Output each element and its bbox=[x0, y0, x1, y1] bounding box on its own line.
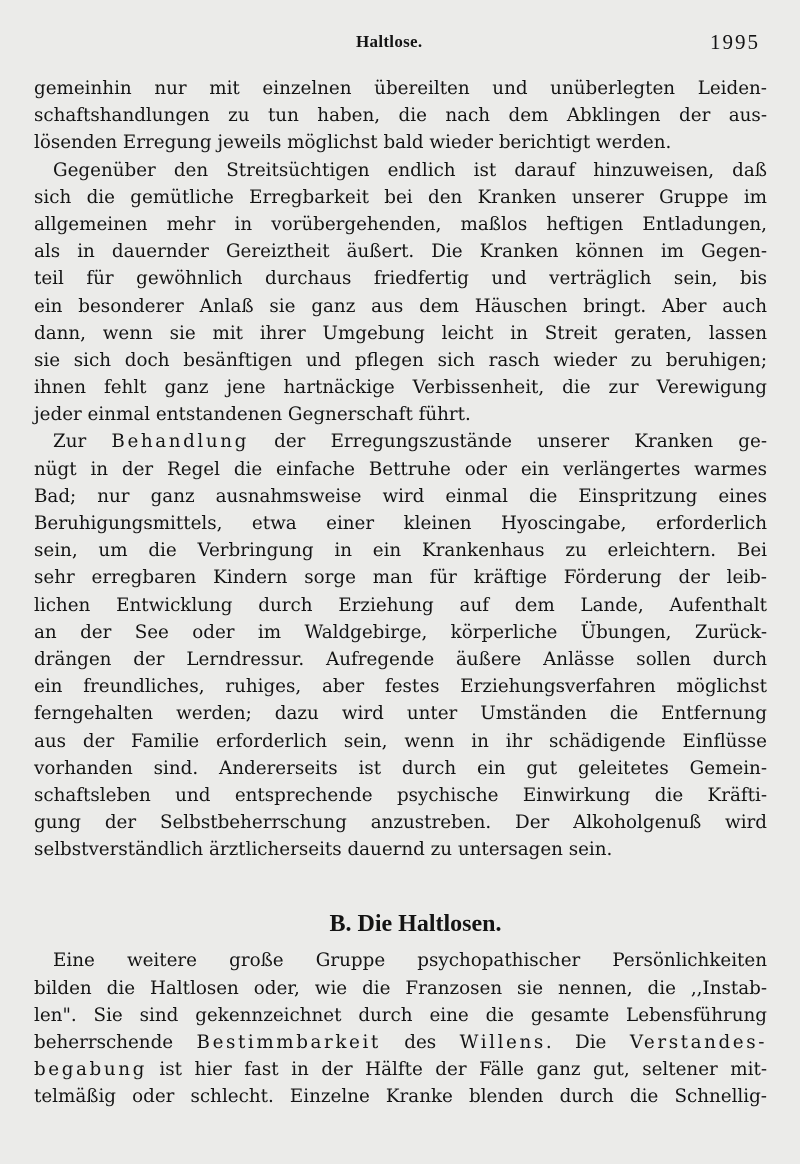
text-line bbox=[34, 1056, 767, 1083]
running-head bbox=[0, 32, 800, 58]
text-line: drängen der Lerndressur. Aufregende äußere Anlässe sollen durch bbox=[34, 648, 767, 670]
text-line: gung der Selbstbeherrschung anzustreben. Der Alkoholgenuß wird bbox=[34, 812, 767, 834]
text-line: schaftshandlungen zu tun haben, die nach dem Abklingen der aus- bbox=[34, 105, 767, 127]
text-line: schaftsleben und entsprechende psychische Einwirkung die Kräfti- bbox=[34, 784, 767, 806]
text-run: der Erregungszustände unserer Kranken ge- bbox=[248, 431, 767, 453]
text-line: als in dauernder Gereiztheit äußert. Die Kranken können im Gegen- bbox=[34, 241, 767, 263]
text-line: ihnen fehlt ganz jene hartnäckige Verbissenheit, die zur Verewigung bbox=[34, 377, 767, 399]
text-line: ein freundliches, ruhiges, aber festes Erziehungsverfahren möglichst bbox=[34, 676, 767, 698]
text-line: sein, um die Verbringung in ein Krankenhaus zu erleichtern. Bei bbox=[34, 540, 767, 562]
text-line: nügt in der Regel die einfache Bettruhe oder ein verlängertes warmes bbox=[34, 458, 767, 480]
emphasis-spaced: begabung bbox=[34, 1059, 147, 1081]
text-line: bilden die Haltlosen oder, wie die Franzosen sie nennen, die ,,Instab- bbox=[34, 977, 767, 999]
text-line bbox=[34, 1029, 767, 1056]
text-line: ferngehalten werden; dazu wird unter Umständen die Entfernung bbox=[34, 703, 767, 725]
text-line bbox=[34, 428, 767, 455]
text-run: beherrschende bbox=[34, 1032, 197, 1053]
section-spacer bbox=[34, 863, 767, 905]
text-line: Eine weitere große Gruppe psychopathischer Persönlichkeiten bbox=[53, 950, 767, 972]
text-run: ist hier fast in der Hälfte der Fälle ganz gut, seltener mit- bbox=[146, 1059, 767, 1081]
text-line: sich die gemütliche Erregbarkeit bei den Kranken unserer Gruppe im bbox=[34, 186, 767, 208]
text-line: an der See oder im Waldgebirge, körperliche Übungen, Zurück- bbox=[34, 621, 767, 643]
text-line: Bad; nur ganz ausnahmsweise wird einmal die Einspritzung eines bbox=[34, 485, 767, 507]
emphasis-spaced: Bestimmbarkeit bbox=[196, 1032, 381, 1053]
text-line: aus der Familie erforderlich sein, wenn in ihr schädigende Einflüsse bbox=[34, 730, 767, 752]
body-text bbox=[34, 75, 767, 1111]
text-line: gemeinhin nur mit einzelnen übereilten und unüberlegten Leiden- bbox=[34, 78, 767, 99]
text-line: selbstverständlich ärztlicherseits dauernd zu untersagen sein. bbox=[34, 839, 613, 861]
text-line: lichen Entwicklung durch Erziehung auf dem Lande, Aufenthalt bbox=[34, 594, 767, 616]
text-run: des bbox=[380, 1032, 460, 1053]
text-line: teil für gewöhnlich durchaus friedfertig und verträglich sein, bis bbox=[34, 268, 767, 290]
text-line: allgemeinen mehr in vorübergehenden, maßlos heftigen Entladungen, bbox=[34, 213, 767, 235]
paragraph-streitsuechtige bbox=[34, 157, 767, 429]
text-line: ein besonderer Anlaß sie ganz aus dem Häuschen bringt. Aber auch bbox=[34, 295, 767, 317]
text-line: sie sich doch besänftigen und pflegen sich rasch wieder zu beruhigen; bbox=[34, 349, 767, 371]
text-line: Gegenüber den Streitsüchtigen endlich ist darauf hinzuweisen, daß bbox=[53, 159, 767, 181]
paragraph-haltlose bbox=[34, 947, 767, 1110]
section-heading: B. Die Haltlosen. bbox=[329, 911, 502, 938]
running-title: Haltlose. bbox=[356, 32, 423, 51]
text-line: lösenden Erregung jeweils möglichst bald wieder berichtigt werden. bbox=[34, 132, 672, 154]
text-run: . Die bbox=[545, 1032, 630, 1053]
text-line: telmäßig oder schlecht. Einzelne Kranke blenden durch die Schnellig- bbox=[34, 1086, 767, 1108]
emphasis-spaced: Verstandes- bbox=[629, 1032, 767, 1053]
paragraph-behandlung bbox=[34, 428, 767, 863]
text-run: Zur bbox=[53, 431, 112, 453]
text-line: len". Sie sind gekennzeichnet durch eine die gesamte Lebensführung bbox=[34, 1004, 767, 1026]
paragraph-continuation bbox=[34, 75, 767, 157]
emphasis-spaced: Willens bbox=[459, 1032, 546, 1053]
text-line: dann, wenn sie mit ihrer Umgebung leicht in Streit geraten, lassen bbox=[34, 322, 767, 344]
text-line: sehr erregbaren Kindern sorge man für kräftige Förderung der leib- bbox=[34, 567, 767, 589]
text-line: Beruhigungsmittels, etwa einer kleinen Hyoscingabe, erforderlich bbox=[34, 513, 767, 534]
text-line: jeder einmal entstandenen Gegnerschaft führt. bbox=[34, 404, 471, 426]
page-number: 1995 bbox=[710, 30, 760, 54]
text-line: vorhanden sind. Andererseits ist durch ein gut geleitetes Gemein- bbox=[34, 757, 767, 779]
emphasis-spaced: Behandlung bbox=[111, 431, 249, 453]
